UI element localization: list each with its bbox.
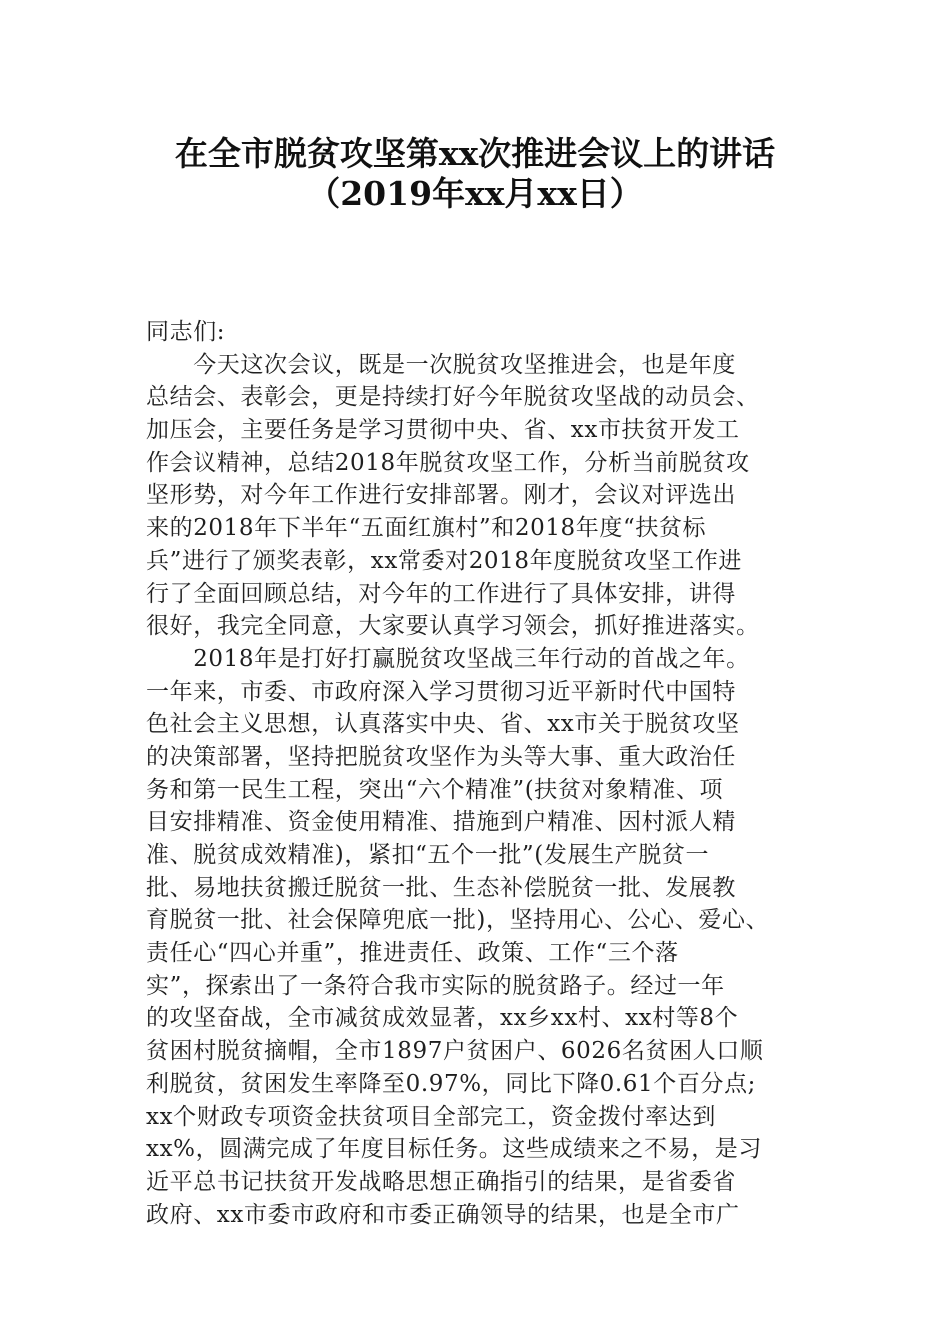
body-line: 兵”进行了颁奖表彰，xx常委对2018年度脱贫攻坚工作进 xyxy=(146,547,743,574)
body-line: 的决策部署，坚持把脱贫攻坚作为头等大事、重大政治任 xyxy=(146,743,736,770)
body-line: 实”，探索出了一条符合我市实际的脱贫路子。经过一年 xyxy=(146,972,725,999)
body-line: 批、易地扶贫搬迁脱贫一批、生态补偿脱贫一批、发展教 xyxy=(146,874,736,901)
body-line: 加压会，主要任务是学习贯彻中央、省、xx市扶贫开发工 xyxy=(146,417,740,444)
body-line: 目安排精准、资金使用精准、措施到户精准、因村派人精 xyxy=(146,809,736,836)
body-line: 总结会、表彰会，更是持续打好今年脱贫攻坚战的动员会、 xyxy=(146,384,760,411)
body-line: 责任心“四心并重”，推进责任、政策、工作“三个落 xyxy=(146,940,679,967)
body-line: 利脱贫，贫困发生率降至0.97%，同比下降0.61个百分点; xyxy=(146,1070,757,1097)
body-line: xx%，圆满完成了年度目标任务。这些成绩来之不易，是习 xyxy=(146,1136,762,1163)
document-date: （2019年xx月xx日） xyxy=(307,174,643,213)
body-line: xx个财政专项资金扶贫项目全部完工，资金拨付率达到 xyxy=(146,1103,716,1130)
speech-body xyxy=(146,316,826,1231)
document-title: 在全市脱贫攻坚第xx次推进会议上的讲话 xyxy=(174,134,776,173)
body-line: 色社会主义思想，认真落实中央、省、xx市关于脱贫攻坚 xyxy=(146,711,740,738)
body-line: 来的2018年下半年“五面红旗村”和2018年度“扶贫标 xyxy=(146,515,707,542)
body-line: 贫困村脱贫摘帽，全市1897户贫困户、6026名贫困人口顺 xyxy=(146,1038,764,1065)
body-line: 务和第一民生工程，突出“六个精准”(扶贫对象精准、项 xyxy=(146,776,724,803)
body-line: 近平总书记扶贫开发战略思想正确指引的结果，是省委省 xyxy=(146,1168,736,1195)
body-line: 今天这次会议，既是一次脱贫攻坚推进会，也是年度 xyxy=(146,351,736,378)
body-line: 作会议精神，总结2018年脱贫攻坚工作，分析当前脱贫攻 xyxy=(146,449,750,476)
body-line: 2018年是打好打赢脱贫攻坚战三年行动的首战之年。 xyxy=(146,645,750,672)
body-line: 行了全面回顾总结，对今年的工作进行了具体安排，讲得 xyxy=(146,580,736,607)
body-line: 坚形势，对今年工作进行安排部署。刚才，会议对评选出 xyxy=(146,482,736,509)
body-line: 育脱贫一批、社会保障兜底一批)，坚持用心、公心、爱心、 xyxy=(146,907,770,934)
body-line: 的攻坚奋战，全市减贫成效显著，xx乡xx村、xx村等8个 xyxy=(146,1005,739,1032)
body-line: 政府、xx市委市政府和市委正确领导的结果，也是全市广 xyxy=(146,1201,740,1228)
body-line: 准、脱贫成效精准)，紧扣“五个一批”(发展生产脱贫一 xyxy=(146,842,710,868)
body-line: 一年来，市委、市政府深入学习贯彻习近平新时代中国特 xyxy=(146,678,736,705)
body-line: 很好，我完全同意，大家要认真学习领会，抓好推进落实。 xyxy=(146,613,760,640)
salutation: 同志们: xyxy=(146,319,226,345)
